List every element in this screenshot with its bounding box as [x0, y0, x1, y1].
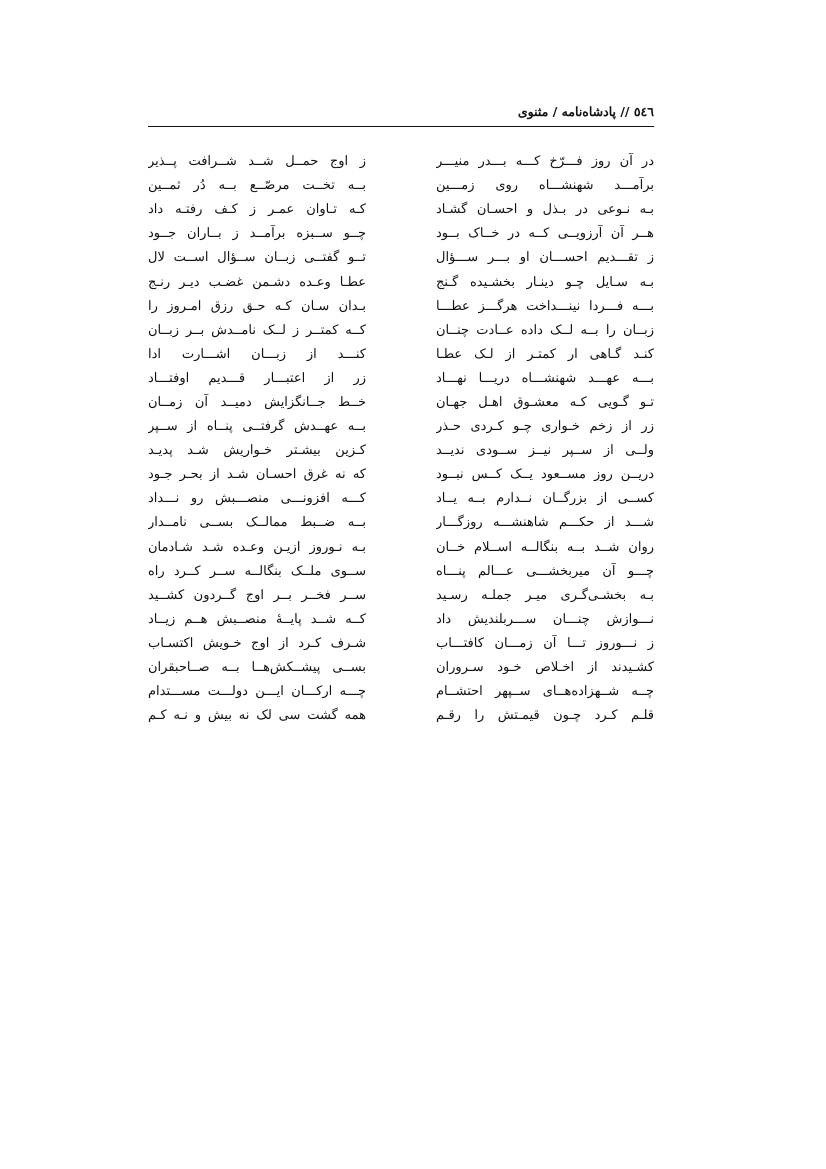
verse-row [148, 632, 654, 656]
second-hemistich: ســوی ملــک بنگالــه ســر کــرد راه [148, 563, 366, 579]
first-hemistich: ز نـــوروز تـــا آن زمـــان کافتـــاب [436, 635, 654, 651]
verse-row [148, 439, 654, 463]
first-hemistich: کســی از بزرگــان نــدارم بــه یــاد [436, 491, 654, 507]
first-hemistich: ولــی از ســپر نیــز ســودی ندیــد [436, 443, 654, 459]
verse-row [148, 270, 654, 294]
verse-row [148, 343, 654, 367]
verse-row [148, 560, 654, 584]
second-hemistich: کـه تـاوان عمـر ز کـف رفتـه داد [148, 202, 366, 218]
second-hemistich: عطـا وعـده دشـمن غضـب دیـر رنـج [148, 274, 366, 290]
second-hemistich: تــو گفتــی زبــان ســؤال اســت لال [148, 250, 366, 266]
page-number: ٥٤٦ [633, 104, 654, 119]
verse-row [148, 198, 654, 222]
second-hemistich: کـزین بیشـتر خـواریش شـد پدیـد [148, 443, 366, 459]
second-hemistich: بــه عهــدش گرفتــی پنــاه از ســپر [148, 419, 366, 435]
first-hemistich: قلـم کـرد چـون قیمـتش را رقـم [436, 708, 654, 724]
second-hemistich: بــه تخــت مرصّــع بــه دُر ثمــین [148, 178, 366, 194]
verse-row [148, 246, 654, 270]
verse-row [148, 222, 654, 246]
verse-row [148, 704, 654, 728]
verse-row [148, 584, 654, 608]
first-hemistich: در آن روز فـــرّخ کـــه بـــدر منیـــر [436, 154, 654, 170]
second-hemistich: بســی پیشــکش‌هــا بــه صــاحبقران [148, 660, 366, 676]
first-hemistich: چـــو آن میربخشـــی عـــالم پنـــاه [436, 563, 654, 579]
verse-row [148, 536, 654, 560]
second-hemistich: بــه ضــبط ممالــک بســی نامــدار [148, 515, 366, 531]
verse-row [148, 319, 654, 343]
verse-row [148, 295, 654, 319]
second-hemistich: شـرف کـرد از اوج خـویش اکتسـاب [148, 635, 366, 651]
first-hemistich: بـــه فـــردا نینـــداخت هرگـــز عطـــا [436, 298, 654, 314]
first-hemistich: برآمـــد شهنشـــاه روی زمـــین [436, 178, 654, 194]
verse-row [148, 680, 654, 704]
second-hemistich: ســر فخــر بــر اوج گــردون کشــید [148, 587, 366, 603]
verse-row [148, 150, 654, 174]
verse-row [148, 463, 654, 487]
verse-row [148, 608, 654, 632]
first-hemistich: تـو گـویی کـه معشـوق اهـل جهـان [436, 394, 654, 410]
verse-row [148, 174, 654, 198]
page-header [148, 96, 654, 127]
second-hemistich: بـدان سـان کـه حـق رزق امـروز را [148, 298, 366, 314]
second-hemistich: همه گشت سی لک نه بیش و نـه کـم [148, 708, 366, 724]
second-hemistich: کــه کمتــر ز لــک نامــدش بــر زبــان [148, 322, 366, 338]
verse-row [148, 391, 654, 415]
first-hemistich: زر از زخم خـواری چـو کـردی حـذر [436, 419, 654, 435]
header-separator: // [620, 104, 630, 119]
second-hemistich: که نه غرق احسـان شـد از بحـر جـود [148, 467, 366, 483]
first-hemistich: نـــوازش چنـــان ســـربلندیش داد [436, 611, 654, 627]
second-hemistich: چـــه ارکـــان ایـــن دولـــت مســـتدام [148, 684, 366, 700]
first-hemistich: زبــان را بــه لــک داده عــادت چنــان [436, 322, 654, 338]
first-hemistich: هــر آن آرزویــی کــه در خــاک بــود [436, 226, 654, 242]
first-hemistich: کشـیدند از اخـلاص خـود سـروران [436, 660, 654, 676]
second-hemistich: کـــه افزونـــی منصـــبش رو نـــداد [148, 491, 366, 507]
verse-row [148, 415, 654, 439]
first-hemistich: بـه سـایل چـو دینـار بخشـیده گـنج [436, 274, 654, 290]
second-hemistich: چــو ســبزه برآمــد ز بــاران جــود [148, 226, 366, 242]
first-hemistich: روان شــد بــه بنگالــه اســلام خــان [436, 539, 654, 555]
first-hemistich: کنـد گـاهی ار کمتـر از لـک عطـا [436, 346, 654, 362]
second-hemistich: کــه شــد پایــهٔ منصــبش هــم زیــاد [148, 611, 366, 627]
first-hemistich: بـه نـوعی در بـذل و احسـان گشـاد [436, 202, 654, 218]
second-hemistich: کنـــد از زبـــان اشـــارت ادا [148, 346, 366, 362]
first-hemistich: بـــه عهـــد شهنشـــاه دریـــا نهـــاد [436, 370, 654, 386]
second-hemistich: زر از اعتبـــار قـــدیم اوفتـــاد [148, 370, 366, 386]
first-hemistich: بـه بخشـی‌گـری میـر جملـه رسـید [436, 587, 654, 603]
verse-row [148, 487, 654, 511]
verse-row [148, 367, 654, 391]
first-hemistich: شـــد از حکـــم شاهنشـــه روزگـــار [436, 515, 654, 531]
verse-row [148, 511, 654, 535]
second-hemistich: بـه نـوروز ازیـن وعـده شـد شـادمان [148, 539, 366, 555]
book-title: پادشاه‌نامه / مثنوی [517, 104, 616, 119]
second-hemistich: ز اوج حمــل شــد شــرافت پــذیر [148, 154, 366, 170]
first-hemistich: چــه شــهزاده‌هــای ســپهر احتشــام [436, 684, 654, 700]
running-header [518, 104, 654, 119]
poem-body [148, 150, 654, 728]
first-hemistich: دریــن روز مســعود یــک کــس نبــود [436, 467, 654, 483]
verse-row [148, 656, 654, 680]
second-hemistich: خــط جــانگزایش دمیــد آن زمــان [148, 394, 366, 410]
first-hemistich: ز تقـــدیم احســـان او بـــر ســـؤال [436, 250, 654, 266]
